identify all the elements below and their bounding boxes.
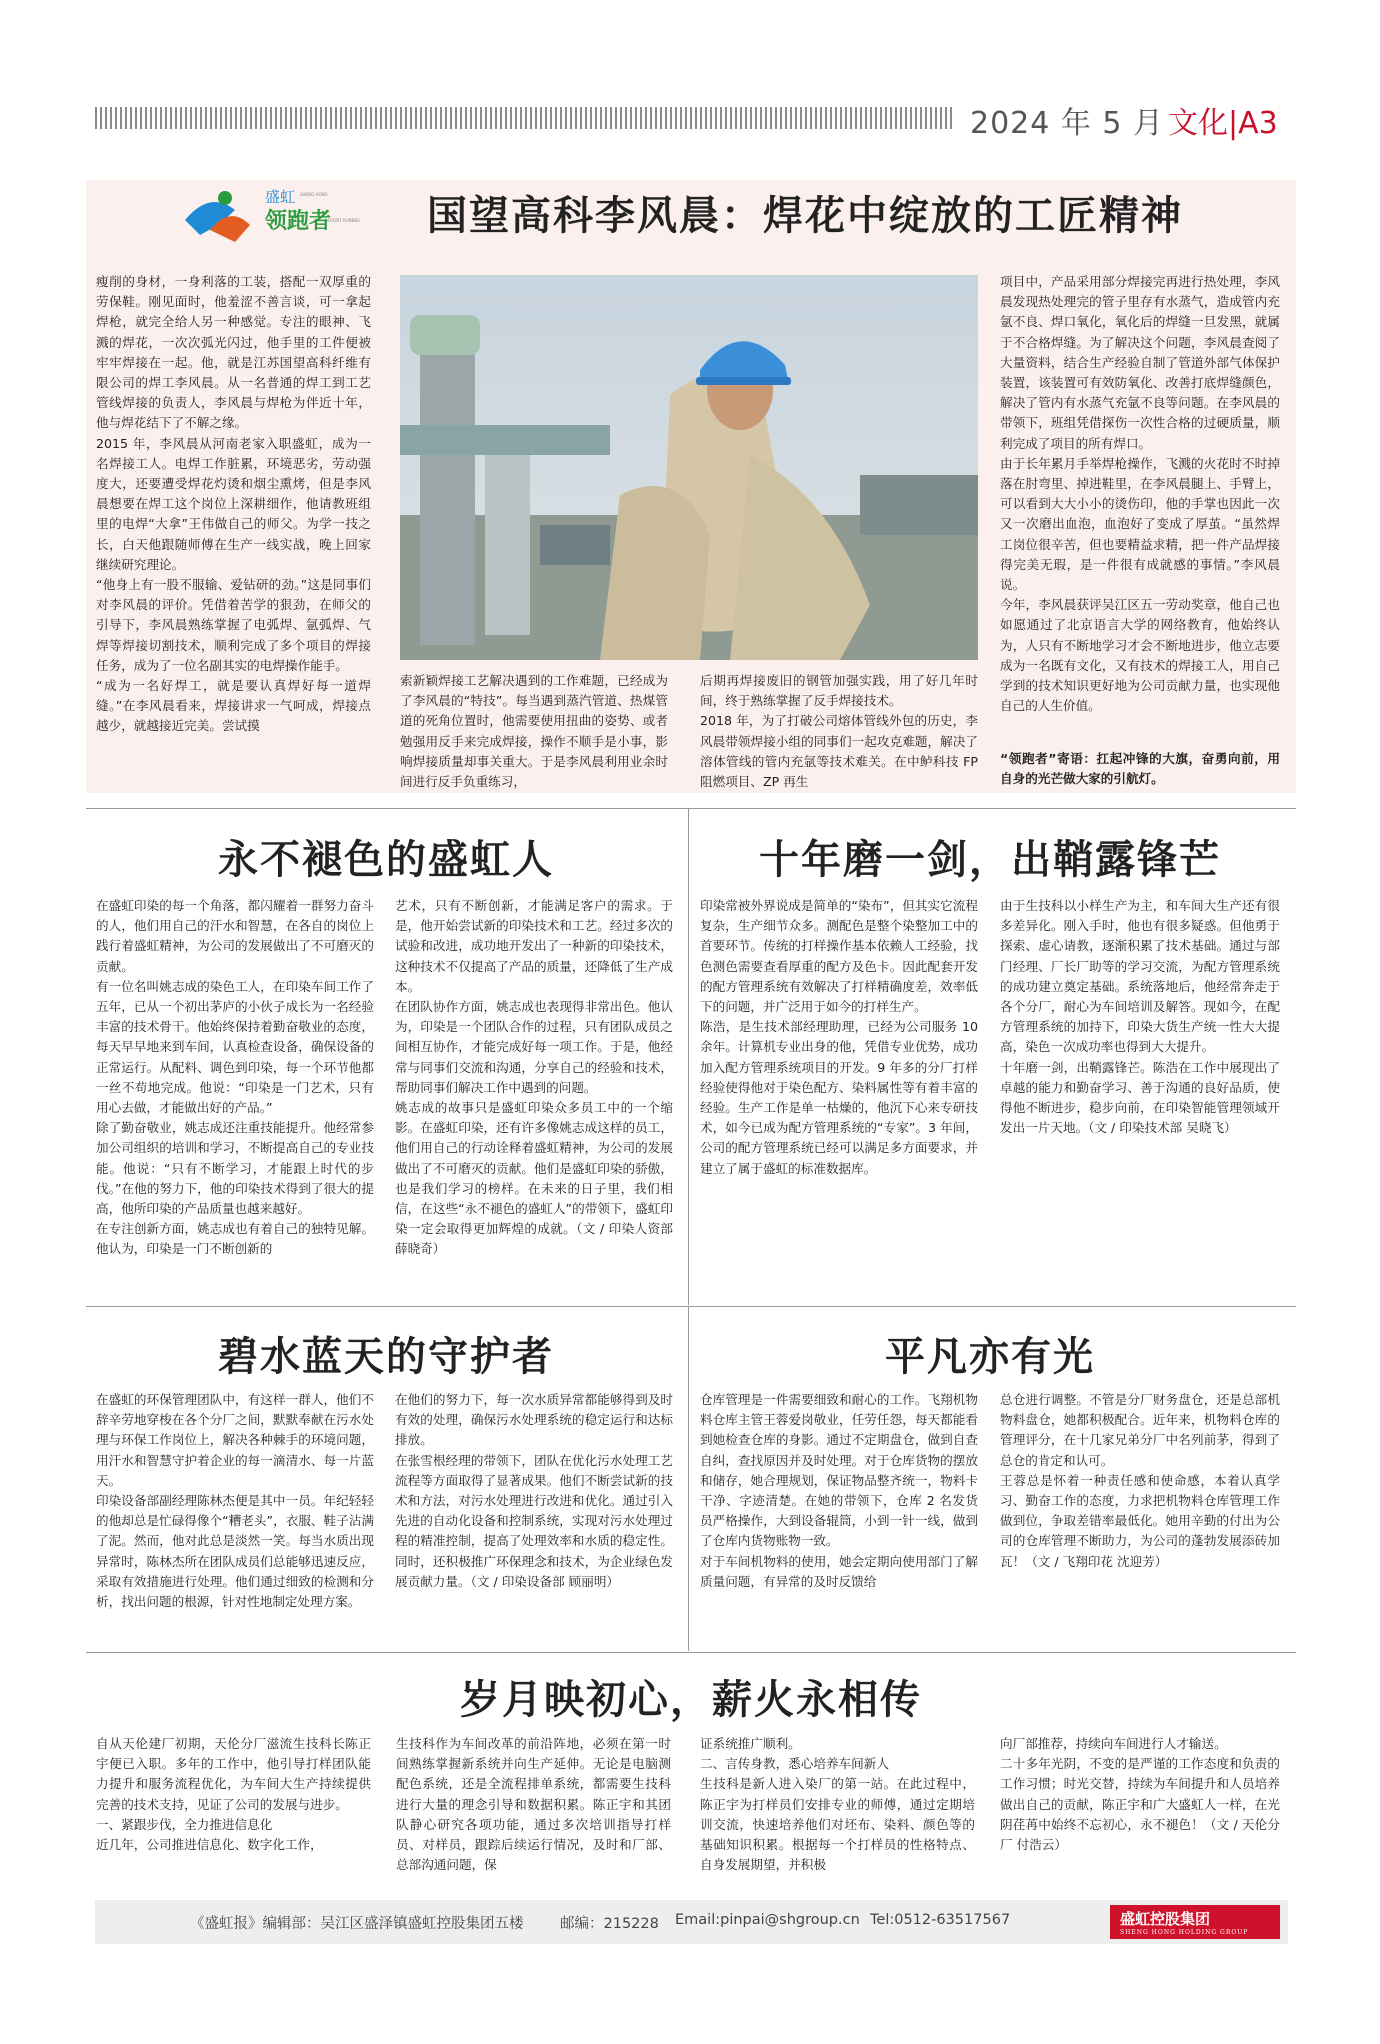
section-title-1: 永不褪色的盛虹人 xyxy=(218,836,554,883)
group-logo-sub: SHENG HONG HOLDING GROUP xyxy=(1120,1929,1249,1936)
section-title-5: 岁月映初心，薪火永相传 xyxy=(460,1676,922,1723)
section5-column-2: 生技科作为车间改革的前沿阵地，必须在第一时间熟练掌握新系统并向生产延伸。无论是电脑测配色系统，还是全流程排单系统，都需要生技科进行大量的理念引导和数据积累。陈正宇和其团队静心研究各项功能，通过多次培训指导打样员、对样员，跟踪后续运行情况，及时和厂部、总部沟通问题，保 xyxy=(396,1736,671,1873)
footer-address: 《盛虹报》编辑部：吴江区盛泽镇盛虹控股集团五楼 xyxy=(190,1916,524,1932)
feature-column-1: 瘦削的身材，一身利落的工装，搭配一双厚重的劳保鞋。刚见面时，他羞涩不善言谈，可一拿起焊枪，就完全给人另一种感觉。专注的眼神、飞溅的焊花，一次次弧光闪过，他手里的工件便被牢牢焊接在一起。他，就是江苏国望高科纤维有限公司的焊工李风晨。从一名普通的焊工到工艺管线焊接的负责人，李风晨与焊枪为伴近十年，他与焊花结下了不解之缘。 2015 年，李风晨从河南老家入职盛虹，成为一名焊接工人。电焊工作脏累，环境恶劣，劳动强度大，还要遭受焊花灼烫和烟尘熏烤，但是李风晨想要在焊工这个岗位上深耕细作，他请教班组里的电焊“大拿”王伟做自己的师父。为学一技之长，白天他跟随师傅在生产一线实战，晚上回家继续研究理论。 “他身上有一股不服输、爱钻研的劲。”这是同事们对李风晨的评价。凭借着苦学的狠劲，在师父的引导下，李风晨熟练掌握了电弧焊、氩弧焊、气焊等焊接切割技术，顺利完成了多个项目的焊接任务，成为了一位名副其实的电焊操作能手。 “成为一名好焊工，就是要认真焊好每一道焊缝。”在李风晨看来，焊接讲求一气呵成，焊接点越少，就越接近完美。尝试摸 xyxy=(96,274,371,734)
logo-line2: 领跑者 xyxy=(265,209,332,234)
front-runner-logo xyxy=(180,180,360,250)
masthead-rule xyxy=(95,107,955,129)
logo-line1: 盛虹 xyxy=(265,188,296,206)
footer-postcode: 邮编：215228 xyxy=(560,1916,659,1932)
divider-row-1 xyxy=(86,808,1296,809)
divider-row-2 xyxy=(86,1306,1296,1307)
section-title-4: 平凡亦有光 xyxy=(885,1333,1095,1380)
section5-column-3: 证系统推广顺利。 二、言传身教，悉心培养车间新人 生技科是新人进入染厂的第一站。在此过程中，陈正宇为打样员们安排专业的师傅，通过定期培训交流，快速培养他们对坯布、染料、颜色等的基础知识积累。根据每一个打样员的性格特点、自身发展期望，并积极 xyxy=(700,1736,975,1873)
footer-email[interactable]: Email:pinpai@shgroup.cn xyxy=(675,1912,860,1928)
section-title-3: 碧水蓝天的守护者 xyxy=(218,1333,554,1380)
divider-row-3 xyxy=(86,1652,1296,1653)
divider-col-2 xyxy=(688,1306,689,1651)
feature-quote: “领跑者”寄语：扛起冲锋的大旗，奋勇向前，用自身的光芒做大家的引航灯。 xyxy=(1000,751,1280,787)
section1-column-2: 艺术，只有不断创新，才能满足客户的需求。于是，他开始尝试新的印染技术和工艺。经过多次的试验和改进，成功地开发出了一种新的印染技术，这种技术不仅提高了产品的质量，还降低了生产成本。 在团队协作方面，姚志成也表现得非常出色。他认为，印染是一个团队合作的过程，只有团队成员之间相互协作，才能完成好每一项工作。于是，他经常与同事们交流和沟通，分享自己的经验和技术，帮助同事们解决工作中遇到的问题。 姚志成的故事只是盛虹印染众多员工中的一个缩影。在盛虹印染，还有许多像姚志成这样的员工，他们用自己的行动诠释着盛虹精神，为公司的发展做出了不可磨灭的贡献。他们是盛虹印染的骄傲，也是我们学习的榜样。在未来的日子里，我们相信，在这些“永不褪色的盛虹人”的带领下，盛虹印染一定会取得更加辉煌的成就。（文 / 印染人资部 薛晓奇） xyxy=(395,898,673,1257)
section5-column-4: 向厂部推荐，持续向车间进行人才输送。 二十多年光阴，不变的是严谨的工作态度和负责的工作习惯；时光交替，持续为车间提升和人员培养做出自己的贡献，陈正宇和广大盛虹人一样，在光阴荏苒中始终不忘初心，永不褪色！（文 / 天伦分厂 付浩云） xyxy=(1000,1736,1280,1853)
section2-column-1: 印染常被外界说成是简单的“染布”，但其实它流程复杂，生产细节众多。测配色是整个染整加工中的首要环节。传统的打样操作基本依赖人工经验，找色测色需要查看厚重的配方及色卡。因此配套开发的配方管理系统有效解决了打样精确度差，效率低下的问题，并广泛用于如今的打样生产。 陈浩，是生技术部经理助理，已经为公司服务 10 余年。计算机专业出身的他，凭借专业优势，成功加入配方管理系统项目的开发。9 年多的分厂打样经验使得他对于染色配方、染料属性等有着丰富的经验。生产工作是单一枯燥的，他沉下心来专研技术，如今已成为配方管理系统的“专家”。3 年间，公司的配方管理系统已经可以满足多方面要求，并建立了属于盛虹的标准数据库。 xyxy=(700,898,978,1176)
section4-column-2: 总仓进行调整。不管是分厂财务盘仓，还是总部机物料盘仓，她都积极配合。近年来，机物料仓库的管理评分，在十几家兄弟分厂中名列前茅，得到了总仓的肯定和认可。 王蓉总是怀着一种责任感和使命感，本着认真学习、勤奋工作的态度，力求把机物料仓库管理工作做到位，争取差错率最低化。她用辛勤的付出为公司的仓库管理不断助力，为公司的蓬勃发展添砖加瓦！（文 / 飞翔印花 沈迎芳） xyxy=(1000,1392,1280,1569)
feature-column-3: 后期再焊接废旧的钢管加强实践，用了好几年时间，终于熟练掌握了反手焊接技术。 2018 年，为了打破公司熔体管线外包的历史，李风晨带领焊接小组的同事们一起攻克难题，解决了溶体管线的管内充氩等技术难关。在中鲈科技 FP 阻燃项目、ZP 再生 xyxy=(700,673,978,790)
issue-date: 2024 年 5 月 xyxy=(970,106,1165,141)
section-label: 文化|A3 xyxy=(1168,106,1278,141)
section3-column-1: 在盛虹的环保管理团队中，有这样一群人，他们不辞辛劳地穿梭在各个分厂之间，默默奉献在污水处理与环保工作岗位上，解决各种棘手的环境问题，用汗水和智慧守护着企业的每一滴清水、每一片蓝天。 印染设备部副经理陈林杰便是其中一员。年纪轻轻的他却总是忙碌得像个“糟老头”，衣服、鞋子沾满了泥。然而，他对此总是淡然一笑。每当水质出现异常时，陈林杰所在团队成员们总能够迅速反应，采取有效措施进行处理。他们通过细致的检测和分析，找出问题的根源，针对性地制定处理方案。 xyxy=(96,1392,374,1610)
footer-tel: Tel:0512-63517567 xyxy=(870,1912,1011,1928)
feature-column-2: 索新颖焊接工艺解决遇到的工作难题，已经成为了李风晨的“特技”。每当遇到蒸汽管道、热煤管道的死角位置时，他需要使用扭曲的姿势、或者勉强用反手来完成焊接，操作不顺手是小事，影响焊接质量却事关重大。于是李风晨利用业余时间进行反手负重练习， xyxy=(400,673,668,790)
feature-headline: 国望高科李风晨：焊花中绽放的工匠精神 xyxy=(427,192,1183,239)
logo-sub1: SHENG HONG xyxy=(300,192,328,197)
group-logo-text: 盛虹控股集团 xyxy=(1120,1910,1211,1928)
section-title-2: 十年磨一剑，出鞘露锋芒 xyxy=(759,836,1221,883)
logo-sub2: FRONT RUNNER xyxy=(328,218,360,223)
section4-column-1: 仓库管理是一件需要细致和耐心的工作。飞翔机物料仓库主管王蓉爱岗敬业，任劳任怨，每天都能看到她检查仓库的身影。通过不定期盘仓，做到自查自纠，查找原因并及时处理。对于仓库货物的摆放和储存，她合理规划，保证物品整齐统一，物料卡干净、字迹清楚。在她的带领下，仓库 2 名发货员严格操作，大到设备辊筒，小到一针一线，做到了仓库内货物账物一致。 对于车间机物料的使用，她会定期向使用部门了解质量问题，有异常的及时反馈给 xyxy=(700,1392,978,1589)
section3-column-2: 在他们的努力下，每一次水质异常都能够得到及时有效的处理，确保污水处理系统的稳定运行和达标排放。 在张雪根经理的带领下，团队在优化污水处理工艺流程等方面取得了显著成果。他们不断尝试新的技术和方法，对污水处理进行改进和优化。通过引入先进的自动化设备和控制系统，实现对污水处理过程的精准控制，提高了处理效率和水质的稳定性。同时，还积极推广环保理念和技术，为企业绿色发展贡献力量。（文 / 印染设备部 顾丽明） xyxy=(395,1392,673,1589)
section5-column-1: 自从天伦建厂初期，天伦分厂滋流生技科长陈正宇便已入职。多年的工作中，他引导打样团队能力提升和服务流程优化，为车间大生产持续提供完善的技术支持，见证了公司的发展与进步。 一、紧跟步伐，全力推进信息化 近几年，公司推进信息化、数字化工作， xyxy=(96,1736,371,1853)
section2-column-2: 由于生技科以小样生产为主，和车间大生产还有很多差异化。刚入手时，他也有很多疑惑。但他勇于探索、虚心请教，逐渐积累了技术基础。通过与部门经理、厂长厂助等的学习交流，为配方管理系统的成功建立奠定基础。系统落地后，他经常奔走于各个分厂，耐心为车间培训及解答。现如今，在配方管理系统的加持下，印染大货生产统一性大大提高，染色一次成功率也得到大大提升。 十年磨一剑，出鞘露锋芒。陈浩在工作中展现出了卓越的能力和勤奋学习、善于沟通的良好品质，使得他不断进步，稳步向前，在印染智能管理领域开发出一片天地。（文 / 印染技术部 吴晓飞） xyxy=(1000,898,1280,1136)
group-logo xyxy=(1110,1905,1280,1939)
feature-column-4: 项目中，产品采用部分焊接完再进行热处理，李风晨发现热处理完的管子里存有水蒸气，造成管内充氩不良、焊口氧化，氧化后的焊缝一旦发黑，就属于不合格焊缝。为了解决这个问题，李风晨查阅了大量资料，结合生产经验自制了管道外部气体保护装置，该装置可有效防氧化、改善打底焊缝颜色，解决了管内有水蒸气充氩不良等问题。在李风晨的带领下，班组凭借探伤一次性合格的过硬质量，顺利完成了项目的所有焊口。 由于长年累月手举焊枪操作，飞溅的火花时不时掉落在肘弯里、掉进鞋里，在李风晨腿上、手臂上，可以看到大大小小的烫伤印，他的手掌也因此一次又一次磨出血泡，血泡好了变成了厚茧。“虽然焊工岗位很辛苦，但也要精益求精，把一件产品焊接得完美无瑕，是一件很有成就感的事情。”李风晨说。 今年，李风晨获评吴江区五一劳动奖章，他自己也如愿通过了北京语言大学的网络教育，他始终认为，人只有不断地学习才会不断地进步，他立志要成为一名既有文化，又有技术的焊接工人，用自己学到的技术知识更好地为公司贡献力量，也实现他自己的人生价值。 xyxy=(1000,274,1280,714)
welder-photo xyxy=(400,275,978,660)
section1-column-1: 在盛虹印染的每一个角落，都闪耀着一群努力奋斗的人，他们用自己的汗水和智慧，在各自的岗位上践行着盛虹精神，为公司的发展做出了不可磨灭的贡献。 有一位名叫姚志成的染色工人，在印染车间工作了五年，已从一个初出茅庐的小伙子成长为一名经验丰富的技术骨干。他始终保持着勤奋敬业的态度，每天早早地来到车间，认真检查设备，确保设备的正常运行。从配料、调色到印染，每一个环节他都一丝不苟地完成。他说：“印染是一门艺术，只有用心去做，才能做出好的产品。” 除了勤奋敬业，姚志成还注重技能提升。他经常参加公司组织的培训和学习，不断提高自己的专业技能。他说：“只有不断学习，才能跟上时代的步伐。”在他的努力下，他的印染技术得到了很大的提高，他所印染的产品质量也越来越好。 在专注创新方面，姚志成也有着自己的独特见解。他认为，印染是一门不断创新的 xyxy=(96,898,374,1257)
divider-col-1 xyxy=(688,808,689,1305)
